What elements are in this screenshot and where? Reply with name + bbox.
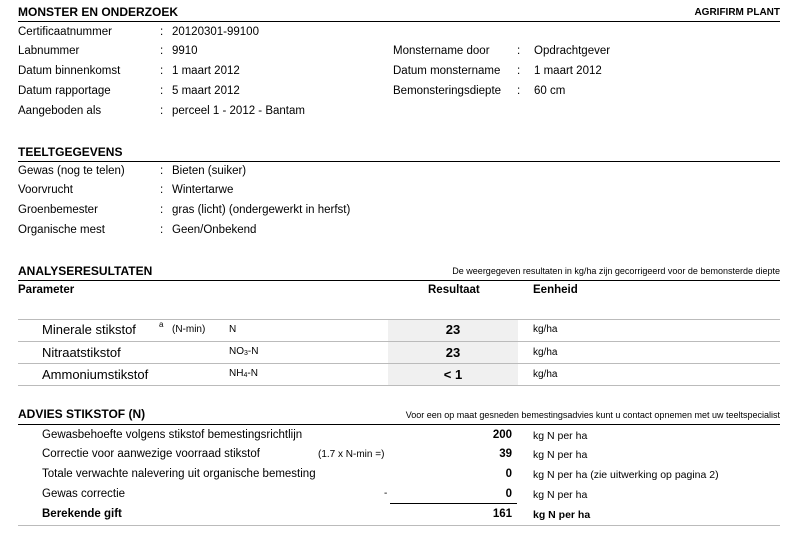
divider (18, 21, 780, 22)
advice-label: Gewas correctie (42, 488, 126, 500)
advice-label: Correctie voor aanwezige voorraad stikstof (42, 448, 260, 460)
column-header-result: Resultaat (428, 284, 480, 296)
advice-unit: kg N per ha (533, 449, 588, 461)
field-value: 1 maart 2012 (534, 65, 602, 77)
parameter-qualifier: (N-min) (172, 324, 206, 335)
field-value: 5 maart 2012 (172, 85, 240, 97)
advice-label: Totale verwachte nalevering uit organische bemesting (42, 468, 316, 480)
divider (18, 424, 780, 425)
field-value: 1 maart 2012 (172, 65, 240, 77)
colon: : (160, 165, 164, 177)
field-label: Labnummer (18, 45, 80, 57)
field-value: gras (licht) (ondergewerkt in herfst) (172, 204, 351, 216)
colon: : (160, 224, 164, 236)
field-value: perceel 1 - 2012 - Bantam (172, 105, 305, 117)
advice-value: 39 (499, 448, 512, 460)
colon: : (160, 204, 164, 216)
advice-formula: (1.7 x N-min =) (318, 449, 385, 460)
field-label: Organische mest (18, 224, 105, 236)
advice-unit: kg N per ha (zie uitwerking op pagina 2) (533, 469, 719, 481)
section-title-advice: ADVIES STIKSTOF (N) (18, 407, 146, 421)
parameter-name: Minerale stikstof (42, 322, 136, 337)
colon: : (517, 65, 521, 77)
total-label: Berekende gift (42, 508, 122, 520)
field-value: Wintertarwe (172, 184, 234, 196)
field-value: 9910 (172, 45, 198, 57)
row-divider (18, 525, 780, 526)
parameter-name: Ammoniumstikstof (42, 367, 149, 382)
result-unit: kg/ha (533, 347, 558, 358)
colon: : (160, 85, 164, 97)
divider (18, 280, 780, 281)
result-value: 23 (445, 345, 461, 360)
field-label: Monstername door (393, 45, 490, 57)
row-divider (18, 319, 780, 320)
section-title-analysis: ANALYSERESULTATEN (18, 264, 153, 278)
advice-unit: kg N per ha (533, 489, 588, 501)
total-unit: kg N per ha (533, 509, 591, 521)
brand-label: AGRIFIRM PLANT (694, 7, 780, 18)
advice-note: Voor een op maat gesneden bemestingsadvies kunt u contact opnemen met uw teeltspecialist (405, 410, 780, 420)
field-value: Bieten (suiker) (172, 165, 247, 177)
field-label: Certificaatnummer (18, 26, 112, 38)
field-label: Aangeboden als (18, 105, 102, 117)
colon: : (517, 85, 521, 97)
parameter-formula: $NO_3-N$ (229, 346, 259, 357)
parameter-name: Nitraatstikstof (42, 345, 121, 360)
advice-value: 200 (492, 429, 512, 441)
total-value: 161 (492, 508, 512, 520)
result-unit: kg/ha (533, 324, 558, 335)
section-title-sample: MONSTER EN ONDERZOEK (18, 5, 179, 19)
field-label: Datum rapportage (18, 85, 111, 97)
field-label: Datum monstername (393, 65, 501, 77)
section-title-crop: TEELTGEGEVENS (18, 145, 123, 159)
field-value: 20120301-99100 (172, 26, 259, 38)
colon: : (160, 45, 164, 57)
column-header-unit: Eenheid (533, 284, 578, 296)
advice-label: Gewasbehoefte volgens stikstof bemestingsrichtlijn (42, 429, 303, 441)
advice-value: 0 (505, 468, 512, 480)
field-value: 60 cm (534, 85, 566, 97)
field-label: Datum binnenkomst (18, 65, 121, 77)
analysis-note: De weergegeven resultaten in kg/ha zijn gecorrigeerd voor de bemonsterde diepte (452, 266, 780, 276)
advice-value: 0 (505, 488, 512, 500)
field-label: Groenbemester (18, 204, 98, 216)
colon: : (160, 105, 164, 117)
result-value: 23 (445, 322, 461, 337)
result-value: < 1 (443, 367, 463, 382)
minus-sign: - (384, 488, 388, 499)
colon: : (160, 184, 164, 196)
divider (18, 161, 780, 162)
row-divider (18, 363, 780, 364)
field-value: Opdrachtgever (534, 45, 611, 57)
field-value: Geen/Onbekend (172, 224, 257, 236)
parameter-formula: $NH_4-N$ (229, 368, 258, 379)
row-divider (18, 385, 780, 386)
parameter-formula: N (229, 324, 237, 335)
column-header-parameter: Parameter (18, 284, 75, 296)
result-unit: kg/ha (533, 369, 558, 380)
footnote-marker: a (159, 320, 164, 329)
advice-unit: kg N per ha (533, 430, 588, 442)
colon: : (517, 45, 521, 57)
field-label: Gewas (nog te telen) (18, 165, 125, 177)
field-label: Voorvrucht (18, 184, 73, 196)
colon: : (160, 65, 164, 77)
row-divider (18, 341, 780, 342)
colon: : (160, 26, 164, 38)
sum-line (390, 503, 517, 504)
field-label: Bemonsteringsdiepte (393, 85, 502, 97)
